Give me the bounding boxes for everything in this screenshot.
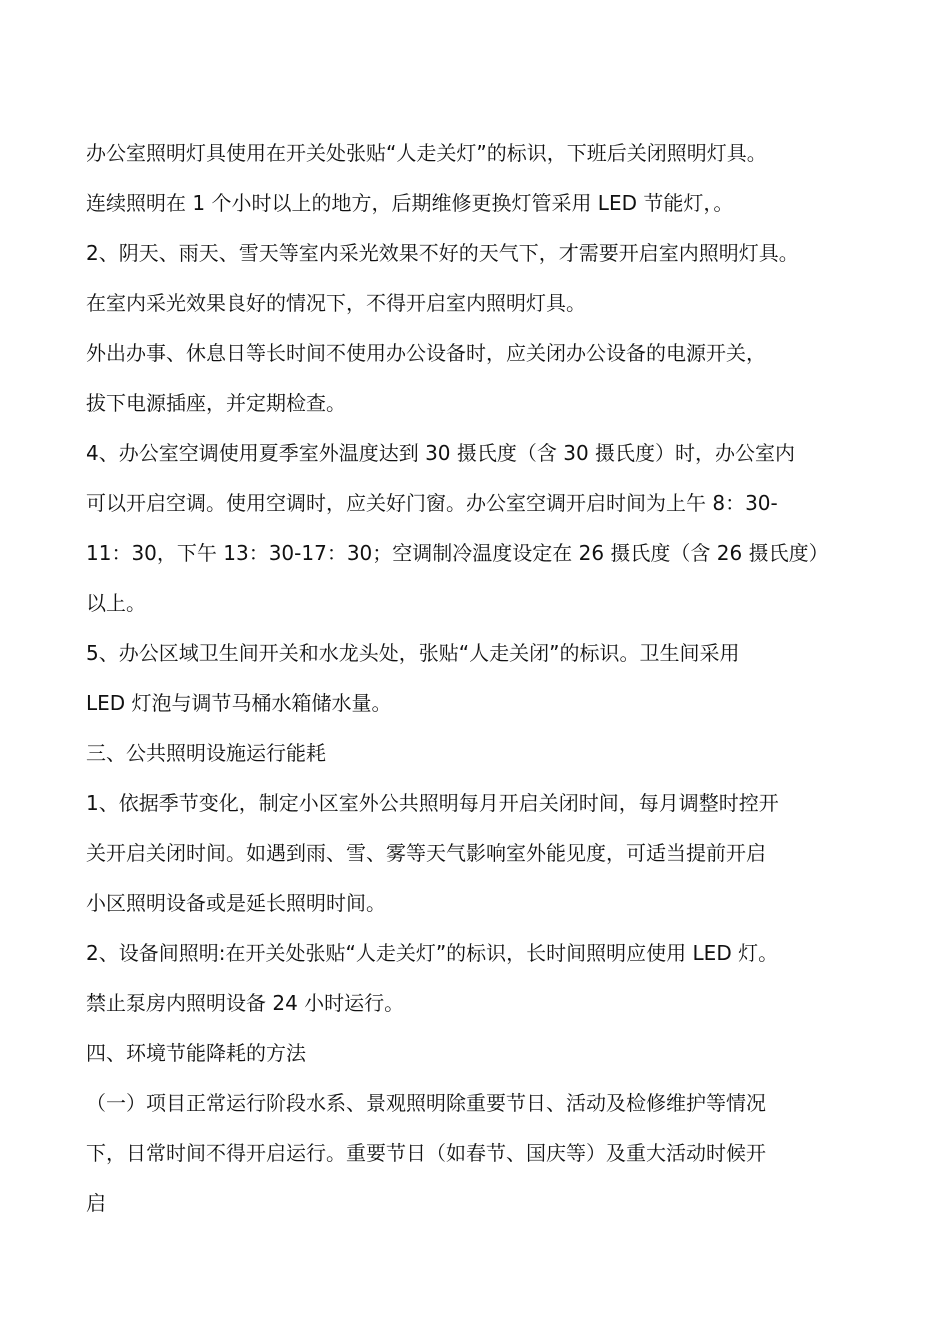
text-line: 1、依据季节变化，制定小区室外公共照明每月开启关闭时间，每月调整时控开 [86, 791, 779, 815]
section-heading: 四、环境节能降耗的方法 [86, 1041, 306, 1065]
document-body [86, 128, 886, 1228]
text-line: 启 [86, 1191, 106, 1215]
text-line: 11：30，下午 13：30-17：30；空调制冷温度设定在 26 摄氏度（含 26 摄氏度） [86, 541, 829, 565]
text-line: 关开启关闭时间。如遇到雨、雪、雾等天气影响室外能见度，可适当提前开启 [86, 841, 766, 865]
text-line: 2、阴天、雨天、雪天等室内采光效果不好的天气下，才需要开启室内照明灯具。 [86, 241, 799, 265]
section-heading: 三、公共照明设施运行能耗 [86, 741, 326, 765]
text-line: 拔下电源插座，并定期检查。 [86, 391, 346, 415]
text-line: 小区照明设备或是延长照明时间。 [86, 891, 386, 915]
text-line: 4、办公室空调使用夏季室外温度达到 30 摄氏度（含 30 摄氏度）时，办公室内 [86, 441, 796, 465]
text-line: 5、办公区域卫生间开关和水龙头处，张贴“人走关闭”的标识。卫生间采用 [86, 641, 740, 665]
text-line: 办公室照明灯具使用在开关处张贴“人走关灯”的标识，下班后关闭照明灯具。 [86, 141, 767, 165]
text-line: LED 灯泡与调节马桶水箱储水量。 [86, 691, 392, 715]
text-line: 在室内采光效果良好的情况下，不得开启室内照明灯具。 [86, 291, 586, 315]
text-line: 2、设备间照明:在开关处张贴“人走关灯”的标识，长时间照明应使用 LED 灯。 [86, 941, 779, 965]
text-line: 下，日常时间不得开启运行。重要节日（如春节、国庆等）及重大活动时候开 [86, 1141, 766, 1165]
text-line: （一）项目正常运行阶段水系、景观照明除重要节日、活动及检修维护等情况 [86, 1091, 766, 1115]
text-line: 以上。 [86, 591, 146, 615]
text-line: 外出办事、休息日等长时间不使用办公设备时，应关闭办公设备的电源开关， [86, 341, 766, 365]
text-line: 可以开启空调。使用空调时，应关好门窗。办公室空调开启时间为上午 8：30- [86, 491, 778, 515]
text-line: 连续照明在 1 个小时以上的地方，后期维修更换灯管采用 LED 节能灯，。 [86, 191, 734, 215]
text-line: 禁止泵房内照明设备 24 小时运行。 [86, 991, 405, 1015]
